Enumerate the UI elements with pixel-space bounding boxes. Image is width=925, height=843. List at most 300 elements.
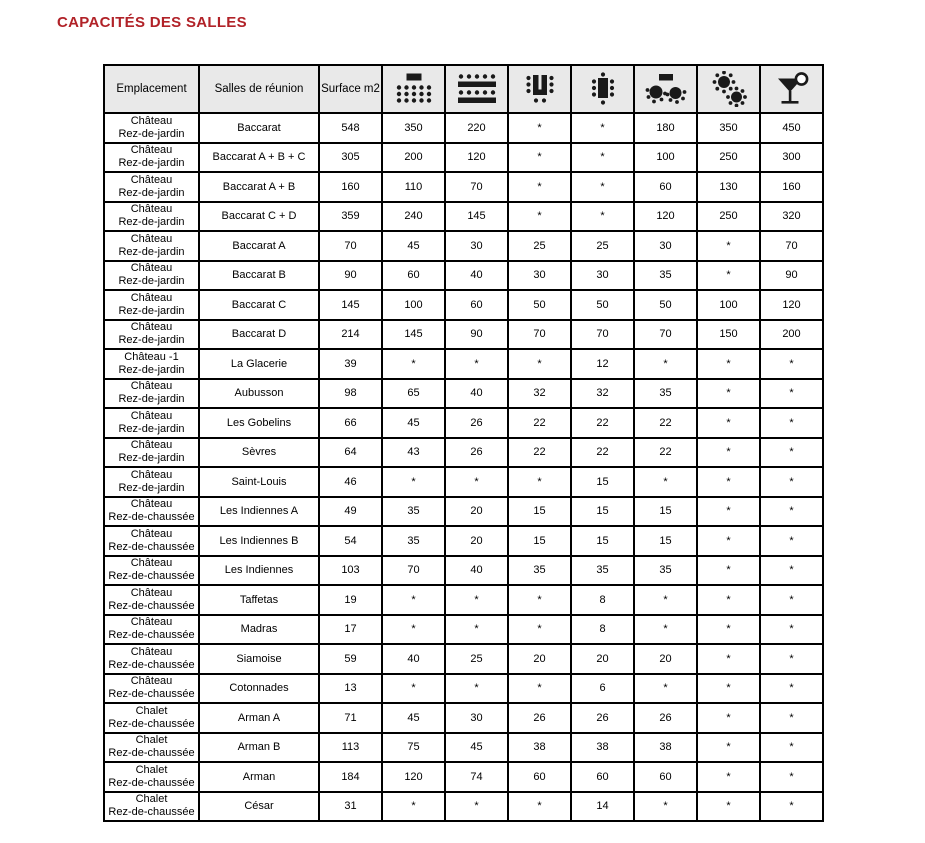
- room-name-cell: Baccarat C + D: [199, 202, 319, 232]
- banquet-capacity-cell: *: [697, 497, 760, 527]
- cocktail-capacity-cell: 160: [760, 172, 823, 202]
- location-cell: [104, 290, 199, 320]
- location-cell: [104, 467, 199, 497]
- table-row: [104, 733, 823, 763]
- location-floor: Rez-de-chaussée: [108, 540, 195, 553]
- cocktail-capacity-cell: *: [760, 644, 823, 674]
- table-row: [104, 497, 823, 527]
- location-cell: [104, 733, 199, 763]
- location-cell: [104, 526, 199, 556]
- location-building: Château: [130, 380, 173, 393]
- cabaret-capacity-cell: 22: [634, 408, 697, 438]
- banquet-rounds-icon: [710, 71, 748, 107]
- surface-cell: 17: [319, 615, 382, 645]
- cocktail-capacity-cell: *: [760, 349, 823, 379]
- ushape-capacity-cell: *: [508, 172, 571, 202]
- ushape-capacity-cell: 22: [508, 408, 571, 438]
- table-row: [104, 231, 823, 261]
- col-header-classroom: [445, 65, 508, 113]
- boardroom-capacity-cell: 38: [571, 733, 634, 763]
- surface-cell: 103: [319, 556, 382, 586]
- table-row: [104, 143, 823, 173]
- cabaret-capacity-cell: *: [634, 467, 697, 497]
- room-name-cell: Aubusson: [199, 379, 319, 409]
- classroom-capacity-cell: *: [445, 467, 508, 497]
- location-cell: [104, 644, 199, 674]
- location-cell: [104, 320, 199, 350]
- theater-icon: [391, 72, 437, 106]
- cocktail-capacity-cell: 90: [760, 261, 823, 291]
- classroom-capacity-cell: 40: [445, 556, 508, 586]
- table-row: [104, 202, 823, 232]
- location-cell: [104, 792, 199, 822]
- location-building: Chalet: [135, 793, 168, 806]
- banquet-capacity-cell: *: [697, 674, 760, 704]
- location-cell: [104, 143, 199, 173]
- boardroom-capacity-cell: 15: [571, 526, 634, 556]
- location-floor: Rez-de-jardin: [118, 216, 185, 229]
- banquet-capacity-cell: *: [697, 615, 760, 645]
- location-building: Château: [130, 675, 173, 688]
- boardroom-capacity-cell: 15: [571, 497, 634, 527]
- classroom-capacity-cell: *: [445, 792, 508, 822]
- boardroom-capacity-cell: 70: [571, 320, 634, 350]
- surface-cell: 184: [319, 762, 382, 792]
- banquet-capacity-cell: *: [697, 792, 760, 822]
- ushape-capacity-cell: 20: [508, 644, 571, 674]
- location-building: Château: [130, 173, 173, 186]
- ushape-capacity-cell: *: [508, 349, 571, 379]
- surface-cell: 548: [319, 113, 382, 143]
- ushape-capacity-cell: 15: [508, 497, 571, 527]
- table-row: [104, 438, 823, 468]
- ushape-capacity-cell: 32: [508, 379, 571, 409]
- col-header-cocktail: [760, 65, 823, 113]
- cabaret-capacity-cell: 180: [634, 113, 697, 143]
- surface-cell: 145: [319, 290, 382, 320]
- classroom-capacity-cell: 120: [445, 143, 508, 173]
- theater-capacity-cell: 40: [382, 644, 445, 674]
- theater-capacity-cell: 45: [382, 231, 445, 261]
- boardroom-capacity-cell: 20: [571, 644, 634, 674]
- theater-capacity-cell: 65: [382, 379, 445, 409]
- location-building: Chalet: [135, 704, 168, 717]
- cabaret-capacity-cell: 120: [634, 202, 697, 232]
- classroom-capacity-cell: 40: [445, 261, 508, 291]
- location-building: Château: [130, 203, 173, 216]
- location-floor: Rez-de-chaussée: [108, 629, 195, 642]
- surface-cell: 98: [319, 379, 382, 409]
- table-row: [104, 320, 823, 350]
- cocktail-capacity-cell: *: [760, 585, 823, 615]
- room-name-cell: César: [199, 792, 319, 822]
- location-floor: Rez-de-jardin: [118, 127, 185, 140]
- cocktail-capacity-cell: 120: [760, 290, 823, 320]
- location-floor: Rez-de-chaussée: [108, 511, 195, 524]
- location-cell: [104, 556, 199, 586]
- location-floor: Rez-de-chaussée: [108, 658, 195, 671]
- boardroom-capacity-cell: *: [571, 113, 634, 143]
- boardroom-capacity-cell: 22: [571, 438, 634, 468]
- cabaret-capacity-cell: *: [634, 792, 697, 822]
- banquet-capacity-cell: *: [697, 733, 760, 763]
- classroom-capacity-cell: *: [445, 585, 508, 615]
- theater-capacity-cell: 70: [382, 556, 445, 586]
- surface-cell: 214: [319, 320, 382, 350]
- theater-capacity-cell: 35: [382, 526, 445, 556]
- boardroom-capacity-cell: 25: [571, 231, 634, 261]
- surface-cell: 13: [319, 674, 382, 704]
- ushape-capacity-cell: 30: [508, 261, 571, 291]
- cocktail-capacity-cell: *: [760, 615, 823, 645]
- cocktail-capacity-cell: 200: [760, 320, 823, 350]
- cocktail-icon: [773, 71, 811, 107]
- table-row: [104, 644, 823, 674]
- cocktail-capacity-cell: 300: [760, 143, 823, 173]
- cocktail-capacity-cell: *: [760, 379, 823, 409]
- surface-cell: 70: [319, 231, 382, 261]
- location-building: Château: [130, 468, 173, 481]
- surface-cell: 305: [319, 143, 382, 173]
- banquet-capacity-cell: 100: [697, 290, 760, 320]
- room-name-cell: Baccarat A + B + C: [199, 143, 319, 173]
- location-building: Château: [130, 439, 173, 452]
- ushape-capacity-cell: 50: [508, 290, 571, 320]
- room-name-cell: Les Gobelins: [199, 408, 319, 438]
- cocktail-capacity-cell: *: [760, 408, 823, 438]
- boardroom-capacity-cell: 35: [571, 556, 634, 586]
- cocktail-capacity-cell: *: [760, 467, 823, 497]
- col-header-ushape: [508, 65, 571, 113]
- banquet-capacity-cell: *: [697, 467, 760, 497]
- cabaret-capacity-cell: 15: [634, 497, 697, 527]
- theater-capacity-cell: *: [382, 615, 445, 645]
- theater-capacity-cell: 240: [382, 202, 445, 232]
- location-building: Château: [130, 557, 173, 570]
- location-floor: Rez-de-chaussée: [108, 717, 195, 730]
- cocktail-capacity-cell: *: [760, 792, 823, 822]
- ushape-capacity-cell: 25: [508, 231, 571, 261]
- classroom-capacity-cell: 74: [445, 762, 508, 792]
- cabaret-capacity-cell: 20: [634, 644, 697, 674]
- classroom-capacity-cell: 26: [445, 408, 508, 438]
- cocktail-capacity-cell: 450: [760, 113, 823, 143]
- location-floor: Rez-de-jardin: [118, 186, 185, 199]
- boardroom-icon: [590, 72, 616, 106]
- cocktail-capacity-cell: 70: [760, 231, 823, 261]
- cabaret-capacity-cell: 100: [634, 143, 697, 173]
- classroom-capacity-cell: 20: [445, 497, 508, 527]
- ushape-capacity-cell: *: [508, 202, 571, 232]
- theater-capacity-cell: 60: [382, 261, 445, 291]
- cabaret-capacity-cell: *: [634, 674, 697, 704]
- banquet-capacity-cell: *: [697, 585, 760, 615]
- room-name-cell: Siamoise: [199, 644, 319, 674]
- cocktail-capacity-cell: *: [760, 674, 823, 704]
- ushape-capacity-cell: *: [508, 615, 571, 645]
- location-floor: Rez-de-jardin: [118, 334, 185, 347]
- cabaret-capacity-cell: 35: [634, 261, 697, 291]
- surface-cell: 160: [319, 172, 382, 202]
- surface-cell: 19: [319, 585, 382, 615]
- banquet-capacity-cell: *: [697, 261, 760, 291]
- ushape-capacity-cell: 60: [508, 762, 571, 792]
- cabaret-capacity-cell: 22: [634, 438, 697, 468]
- location-building: Château: [130, 645, 173, 658]
- banquet-capacity-cell: 250: [697, 202, 760, 232]
- classroom-capacity-cell: *: [445, 349, 508, 379]
- location-cell: [104, 703, 199, 733]
- room-name-cell: Arman B: [199, 733, 319, 763]
- col-header-emplacement: Emplacement: [104, 65, 199, 113]
- table-row: [104, 585, 823, 615]
- table-row: [104, 172, 823, 202]
- theater-capacity-cell: *: [382, 792, 445, 822]
- theater-capacity-cell: *: [382, 349, 445, 379]
- cocktail-capacity-cell: *: [760, 556, 823, 586]
- boardroom-capacity-cell: *: [571, 202, 634, 232]
- classroom-capacity-cell: 45: [445, 733, 508, 763]
- cocktail-capacity-cell: *: [760, 703, 823, 733]
- room-name-cell: La Glacerie: [199, 349, 319, 379]
- banquet-capacity-cell: 250: [697, 143, 760, 173]
- ushape-capacity-cell: *: [508, 143, 571, 173]
- room-name-cell: Baccarat A + B: [199, 172, 319, 202]
- cabaret-capacity-cell: 35: [634, 556, 697, 586]
- room-name-cell: Baccarat B: [199, 261, 319, 291]
- room-name-cell: Sèvres: [199, 438, 319, 468]
- location-building: Château: [130, 616, 173, 629]
- location-cell: [104, 408, 199, 438]
- cocktail-capacity-cell: *: [760, 497, 823, 527]
- col-header-banquet-rounds: [697, 65, 760, 113]
- cabaret-capacity-cell: *: [634, 349, 697, 379]
- cabaret-capacity-cell: 70: [634, 320, 697, 350]
- boardroom-capacity-cell: 14: [571, 792, 634, 822]
- col-header-boardroom: [571, 65, 634, 113]
- classroom-capacity-cell: 26: [445, 438, 508, 468]
- theater-capacity-cell: 145: [382, 320, 445, 350]
- cabaret-capacity-cell: *: [634, 615, 697, 645]
- boardroom-capacity-cell: 6: [571, 674, 634, 704]
- boardroom-capacity-cell: 15: [571, 467, 634, 497]
- location-building: Château: [130, 586, 173, 599]
- room-name-cell: Madras: [199, 615, 319, 645]
- location-cell: [104, 585, 199, 615]
- location-building: Chalet: [135, 763, 168, 776]
- location-floor: Rez-de-chaussée: [108, 747, 195, 760]
- location-floor: Rez-de-jardin: [118, 275, 185, 288]
- cocktail-capacity-cell: *: [760, 526, 823, 556]
- ushape-capacity-cell: 26: [508, 703, 571, 733]
- banquet-capacity-cell: *: [697, 644, 760, 674]
- cabaret-capacity-cell: 60: [634, 762, 697, 792]
- ushape-capacity-cell: 35: [508, 556, 571, 586]
- table-row: [104, 467, 823, 497]
- location-cell: [104, 172, 199, 202]
- banquet-capacity-cell: *: [697, 349, 760, 379]
- cabaret-icon: [643, 73, 689, 105]
- classroom-capacity-cell: 30: [445, 703, 508, 733]
- location-building: Chalet: [135, 734, 168, 747]
- table-row: [104, 113, 823, 143]
- table-row: [104, 349, 823, 379]
- col-header-theater: [382, 65, 445, 113]
- classroom-capacity-cell: 40: [445, 379, 508, 409]
- table-row: [104, 408, 823, 438]
- room-name-cell: Saint-Louis: [199, 467, 319, 497]
- surface-cell: 31: [319, 792, 382, 822]
- location-building: Château: [130, 498, 173, 511]
- location-floor: Rez-de-jardin: [118, 245, 185, 258]
- location-floor: Rez-de-jardin: [118, 422, 185, 435]
- theater-capacity-cell: *: [382, 467, 445, 497]
- ushape-capacity-cell: *: [508, 585, 571, 615]
- classroom-capacity-cell: 25: [445, 644, 508, 674]
- location-building: Château: [130, 527, 173, 540]
- surface-cell: 66: [319, 408, 382, 438]
- ushape-capacity-cell: 70: [508, 320, 571, 350]
- cabaret-capacity-cell: 30: [634, 231, 697, 261]
- banquet-capacity-cell: *: [697, 379, 760, 409]
- classroom-capacity-cell: *: [445, 615, 508, 645]
- location-building: Château: [130, 144, 173, 157]
- boardroom-capacity-cell: 60: [571, 762, 634, 792]
- theater-capacity-cell: *: [382, 674, 445, 704]
- location-floor: Rez-de-chaussée: [108, 570, 195, 583]
- location-building: Château: [130, 232, 173, 245]
- banquet-capacity-cell: *: [697, 703, 760, 733]
- boardroom-capacity-cell: 22: [571, 408, 634, 438]
- location-cell: [104, 231, 199, 261]
- room-name-cell: Baccarat C: [199, 290, 319, 320]
- room-name-cell: Les Indiennes: [199, 556, 319, 586]
- room-name-cell: Arman A: [199, 703, 319, 733]
- location-floor: Rez-de-chaussée: [108, 599, 195, 612]
- surface-cell: 46: [319, 467, 382, 497]
- col-header-cabaret: [634, 65, 697, 113]
- location-cell: [104, 438, 199, 468]
- room-name-cell: Les Indiennes A: [199, 497, 319, 527]
- location-building: Château: [130, 321, 173, 334]
- surface-cell: 90: [319, 261, 382, 291]
- theater-capacity-cell: 35: [382, 497, 445, 527]
- room-name-cell: Baccarat A: [199, 231, 319, 261]
- theater-capacity-cell: 45: [382, 703, 445, 733]
- location-floor: Rez-de-chaussée: [108, 806, 195, 819]
- surface-cell: 113: [319, 733, 382, 763]
- room-name-cell: Arman: [199, 762, 319, 792]
- location-floor: Rez-de-jardin: [118, 393, 185, 406]
- location-floor: Rez-de-chaussée: [108, 688, 195, 701]
- classroom-capacity-cell: 145: [445, 202, 508, 232]
- theater-capacity-cell: *: [382, 585, 445, 615]
- ushape-capacity-cell: 38: [508, 733, 571, 763]
- classroom-capacity-cell: 70: [445, 172, 508, 202]
- boardroom-capacity-cell: 32: [571, 379, 634, 409]
- banquet-capacity-cell: 150: [697, 320, 760, 350]
- table-row: [104, 379, 823, 409]
- location-building: Château: [130, 262, 173, 275]
- table-body: [104, 113, 823, 821]
- ushape-icon: [523, 72, 557, 106]
- table-row: [104, 703, 823, 733]
- banquet-capacity-cell: 130: [697, 172, 760, 202]
- table-row: [104, 261, 823, 291]
- theater-capacity-cell: 75: [382, 733, 445, 763]
- col-header-surface: Surface m2: [319, 65, 382, 113]
- ushape-capacity-cell: *: [508, 674, 571, 704]
- table-row: [104, 290, 823, 320]
- location-cell: [104, 261, 199, 291]
- banquet-capacity-cell: *: [697, 526, 760, 556]
- ushape-capacity-cell: 22: [508, 438, 571, 468]
- table-row: [104, 762, 823, 792]
- cabaret-capacity-cell: 15: [634, 526, 697, 556]
- cocktail-capacity-cell: *: [760, 733, 823, 763]
- table-row: [104, 792, 823, 822]
- location-cell: [104, 497, 199, 527]
- col-header-salles: Salles de réunion: [199, 65, 319, 113]
- boardroom-capacity-cell: *: [571, 143, 634, 173]
- ushape-capacity-cell: *: [508, 792, 571, 822]
- classroom-capacity-cell: 30: [445, 231, 508, 261]
- classroom-capacity-cell: *: [445, 674, 508, 704]
- location-cell: [104, 674, 199, 704]
- room-name-cell: Cotonnades: [199, 674, 319, 704]
- header-row: [104, 65, 823, 113]
- theater-capacity-cell: 120: [382, 762, 445, 792]
- cabaret-capacity-cell: *: [634, 585, 697, 615]
- room-name-cell: Les Indiennes B: [199, 526, 319, 556]
- capacity-table: [103, 64, 824, 822]
- ushape-capacity-cell: 15: [508, 526, 571, 556]
- location-floor: Rez-de-jardin: [118, 304, 185, 317]
- table-row: [104, 674, 823, 704]
- banquet-capacity-cell: *: [697, 408, 760, 438]
- boardroom-capacity-cell: *: [571, 172, 634, 202]
- room-name-cell: Baccarat: [199, 113, 319, 143]
- location-cell: [104, 379, 199, 409]
- location-floor: Rez-de-chaussée: [108, 776, 195, 789]
- classroom-icon: [454, 72, 500, 106]
- ushape-capacity-cell: *: [508, 113, 571, 143]
- table-row: [104, 556, 823, 586]
- location-building: Château: [130, 409, 173, 422]
- boardroom-capacity-cell: 50: [571, 290, 634, 320]
- boardroom-capacity-cell: 12: [571, 349, 634, 379]
- boardroom-capacity-cell: 8: [571, 615, 634, 645]
- boardroom-capacity-cell: 26: [571, 703, 634, 733]
- cabaret-capacity-cell: 38: [634, 733, 697, 763]
- classroom-capacity-cell: 60: [445, 290, 508, 320]
- room-name-cell: Baccarat D: [199, 320, 319, 350]
- theater-capacity-cell: 350: [382, 113, 445, 143]
- cabaret-capacity-cell: 35: [634, 379, 697, 409]
- location-cell: [104, 349, 199, 379]
- location-building: Château -1: [124, 350, 179, 363]
- ushape-capacity-cell: *: [508, 467, 571, 497]
- location-cell: [104, 762, 199, 792]
- boardroom-capacity-cell: 30: [571, 261, 634, 291]
- cabaret-capacity-cell: 50: [634, 290, 697, 320]
- location-floor: Rez-de-jardin: [118, 452, 185, 465]
- cabaret-capacity-cell: 26: [634, 703, 697, 733]
- banquet-capacity-cell: *: [697, 231, 760, 261]
- classroom-capacity-cell: 20: [445, 526, 508, 556]
- surface-cell: 39: [319, 349, 382, 379]
- surface-cell: 71: [319, 703, 382, 733]
